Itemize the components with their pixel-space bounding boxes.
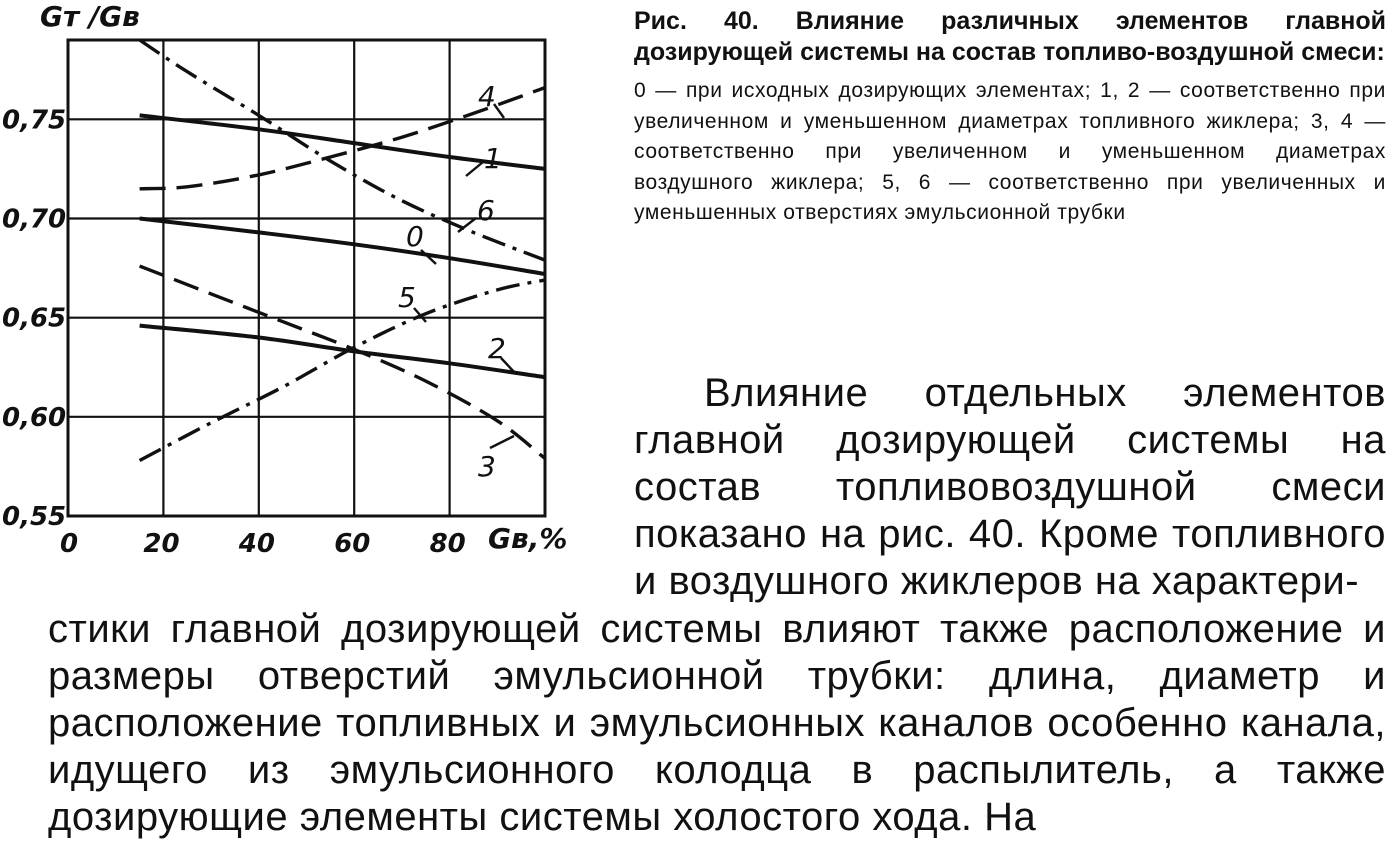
series-label-6: 6 [477, 194, 495, 227]
series-line-2 [140, 326, 545, 378]
x-tick-label: 80 [429, 529, 466, 559]
paragraph-continuation: стики главной дозирующей системы влияют также расположение и размеры отверстий эмульсионной трубки: длина, диаметр и расположение топливных и эмульсионных каналов особенно канала, идущего из эмульсионного колодца в распылитель, а также дозирующие элементы системы холостого хода. На [48, 607, 1386, 839]
y-tick-label: 0,55 [2, 502, 67, 532]
series-label-1: 1 [484, 142, 502, 175]
x-axis-title: Gв,% [488, 522, 568, 555]
series-label-3: 3 [478, 450, 496, 483]
paragraph-start: Влияние отдельных элементов главной дозирующей системы на состав топливовоздушной смеси показано на рис. 40. Кроме топливного и воздушного жиклеров на характери- [634, 371, 1386, 603]
label-leader-3 [490, 436, 514, 448]
y-tick-label: 0,65 [2, 303, 67, 334]
grid [68, 40, 545, 516]
x-tick-label: 60 [334, 529, 371, 559]
plot-frame [68, 40, 545, 516]
y-tick-label: 0,60 [2, 402, 67, 433]
series-line-3 [140, 266, 545, 458]
caption-legend: 0 — при исходных дозирующих элементах; 1, 2 — соответственно при увеличенном и уменьшенном диаметрах топливного жиклера; 3, 4 — соответственно при увеличенном и уменьшенном диаметрах воздушного жиклера; 5, 6 — соответственно при увеличенных и уменьшенных отверстиях эмульсионной трубки [634, 79, 1386, 224]
chart [0, 0, 620, 600]
caption-title: Рис. 40. Влияние различных элементов главной дозирующей системы на состав топливо-воздушной смеси: [634, 7, 1386, 66]
tick-labels [2, 105, 466, 559]
series-line-5 [140, 280, 545, 461]
label-leader-6 [458, 218, 476, 232]
series-label-5: 5 [398, 281, 416, 314]
series-label-2: 2 [488, 332, 506, 365]
y-tick-label: 0,70 [2, 204, 67, 235]
y-axis-title: Gт /Gв [40, 0, 140, 33]
series-label-0: 0 [406, 220, 424, 253]
figure-caption [634, 6, 1386, 229]
x-tick-label: 0 [60, 529, 79, 559]
x-tick-label: 40 [238, 529, 275, 559]
x-tick-label: 20 [143, 529, 180, 559]
series-label-4: 4 [478, 80, 496, 113]
label-leader-1 [466, 162, 483, 176]
y-tick-label: 0,75 [2, 105, 67, 136]
